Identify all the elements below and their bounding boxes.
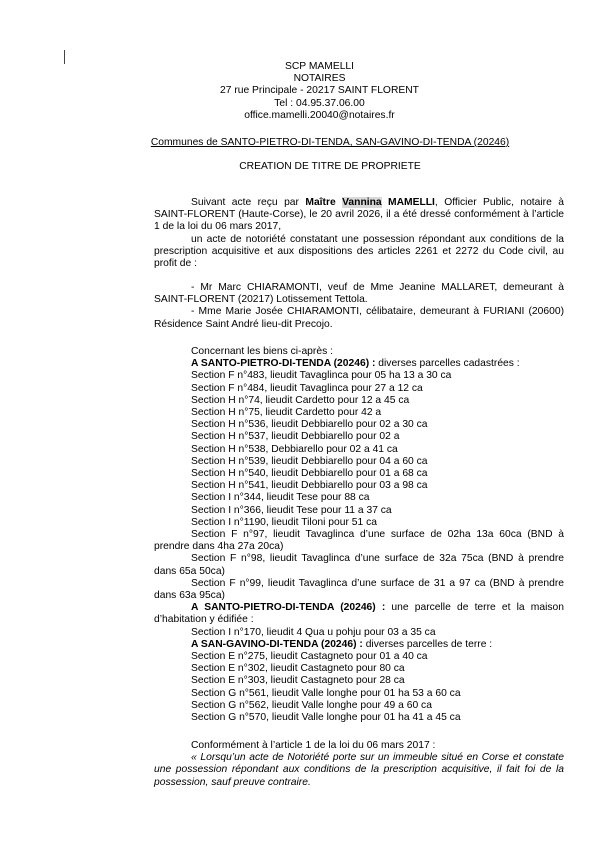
parcel-item: Section F n°484, lieudit Tavaglinca pour 27 a 12 ca bbox=[191, 382, 423, 394]
closing-quote bbox=[154, 752, 564, 789]
parcel-item: Section H n°537, lieudit Debbiarello pour 02 a bbox=[191, 431, 400, 443]
intro-paragraph-2: un acte de notoriété constatant une possession répondant aux conditions de la prescription acquisitive et aux dispositions des articles 2261 et 2272 du Code civil, au profit de : bbox=[154, 233, 564, 270]
parcel-item: Section H n°74, lieudit Cardetto pour 12 a 45 ca bbox=[191, 394, 410, 406]
closing-line: Conformément à l’article 1 de la loi du 06 mars 2017 : bbox=[191, 740, 436, 751]
goods-intro: Concernant les biens ci-après : bbox=[191, 346, 333, 357]
notary-header bbox=[0, 61, 602, 122]
firm-profession: NOTAIRES bbox=[293, 73, 346, 85]
parcel-item: Section H n°540, lieudit Debbiarello pour 01 a 68 ca bbox=[191, 468, 428, 480]
closing-quote-text: « Lorsqu’un acte de Notoriété porte sur un immeuble situé en Corse et constate une possession répondant aux conditions de la prescription acquisitive, il fait foi de la possession, sauf preuve contraire. bbox=[154, 752, 564, 788]
parcel-item: Section H n°538, Debbiarello pour 02 a 41 ca bbox=[191, 443, 398, 455]
beneficiary-2: - Mme Marie Josée CHIARAMONTI, célibataire, demeurant à FURIANI (20600) Résidence Saint André lieu-dit Precojo. bbox=[154, 306, 564, 330]
firm-address: 27 rue Principale - 20217 SAINT FLORENT bbox=[220, 85, 419, 97]
intro-paragraph-1 bbox=[154, 197, 564, 234]
parcel-item: Section E n°275, lieudit Castagneto pour 01 a 40 ca bbox=[191, 651, 428, 663]
parcel-item-long: Section F n°97, lieudit Tavaglinca d’une surface de 02ha 13a 60ca (BND à prendre dans 4ha 27a 20ca) bbox=[154, 529, 564, 553]
firm-name: SCP MAMELLI bbox=[284, 61, 355, 72]
communes-heading: Communes de SANTO-PIETRO-DI-TENDA, SAN-GAVINO-DI-TENDA (20246) bbox=[150, 137, 510, 148]
parcel-item: Section H n°539, lieudit Debbiarello pour 04 a 60 ca bbox=[191, 455, 428, 467]
group-1-commune: A SANTO-PIETRO-DI-TENDA (20246) : bbox=[191, 358, 376, 370]
document-title: CREATION DE TITRE DE PROPRIETE bbox=[239, 161, 421, 172]
parcel-item: Section G n°562, lieudit Valle longhe pour 49 a 60 ca bbox=[191, 699, 432, 711]
parcel-item: Section I n°366, lieudit Tese pour 11 a 37 ca bbox=[191, 504, 392, 516]
maitre-label: Maître bbox=[305, 197, 343, 208]
intro-section bbox=[154, 197, 564, 270]
group-3-desc: diverses parcelles de terre : bbox=[362, 638, 493, 650]
parcel-item: Section H n°536, lieudit Debbiarello pour 02 a 30 ca bbox=[191, 419, 428, 431]
firm-email: office.mamelli.20040@notaires.fr bbox=[244, 109, 395, 121]
goods-group-2-heading bbox=[154, 602, 564, 626]
parcel-item: Section I n°1190, lieudit Tiloni pour 51 ca bbox=[191, 516, 377, 528]
group-3-commune: A SAN-GAVINO-DI-TENDA (20246) : bbox=[191, 638, 363, 650]
parcel-item: Section G n°561, lieudit Valle longhe pour 01 ha 53 a 60 ca bbox=[191, 687, 461, 699]
parcel-item: Section F n°483, lieudit Tavaglinca pour 05 ha 13 a 30 ca bbox=[191, 370, 452, 382]
beneficiary-1: - Mr Marc CHIARAMONTI, veuf de Mme Jeanine MALLARET, demeurant à SAINT-FLORENT (20217) Lotissement Tettola. bbox=[154, 282, 564, 306]
parcel-item-long: Section F n°99, lieudit Tavaglinca d’une surface de 31 a 97 ca (BND à prendre dans 63a 95ca) bbox=[154, 577, 564, 602]
notary-surname: MAMELLI bbox=[381, 197, 435, 208]
parcel-item: Section I n°170, lieudit 4 Qua u pohju pour 03 a 35 ca bbox=[191, 626, 436, 638]
closing-section bbox=[154, 740, 564, 789]
group-2-desc: une parcelle de terre et la maison d’habitation y édifiée : bbox=[154, 602, 564, 626]
parcel-item: Section I n°344, lieudit Tese pour 88 ca bbox=[191, 492, 370, 504]
goods-group-3-heading bbox=[154, 639, 564, 651]
goods-group-1-heading bbox=[154, 358, 564, 370]
intro-text-a: Suivant acte reçu par bbox=[191, 197, 306, 208]
firm-phone: Tel : 04.95.37.06.00 bbox=[274, 97, 365, 109]
group-1-desc: diverses parcelles cadastrées : bbox=[375, 358, 520, 370]
intro-text-b: , Officier Public, notaire à SAINT-FLORENT (Haute-Corse), le 20 avril 2026, il a été dressé conformément à l’article 1 de la loi du 06 mars 2017, bbox=[154, 197, 564, 233]
parcel-item: Section E n°302, lieudit Castagneto pour 80 ca bbox=[191, 663, 405, 675]
beneficiaries-section bbox=[154, 282, 564, 331]
parcel-item: Section H n°541, lieudit Debbiarello pour 03 a 98 ca bbox=[191, 480, 428, 492]
parcel-item-long: Section F n°98, lieudit Tavaglinca d’une surface de 32a 75ca (BND à prendre dans 65a 50ca) bbox=[154, 553, 564, 577]
parcel-item: Section H n°75, lieudit Cardetto pour 42 a bbox=[191, 407, 382, 419]
parcel-item: Section E n°303, lieudit Castagneto pour 28 ca bbox=[191, 675, 405, 687]
parcel-item: Section G n°570, lieudit Valle longhe pour 01 ha 41 a 45 ca bbox=[191, 712, 461, 724]
goods-section bbox=[154, 346, 564, 724]
group-2-commune: A SANTO-PIETRO-DI-TENDA (20246) : bbox=[191, 602, 386, 614]
notary-first-name: Vannina bbox=[342, 197, 382, 208]
